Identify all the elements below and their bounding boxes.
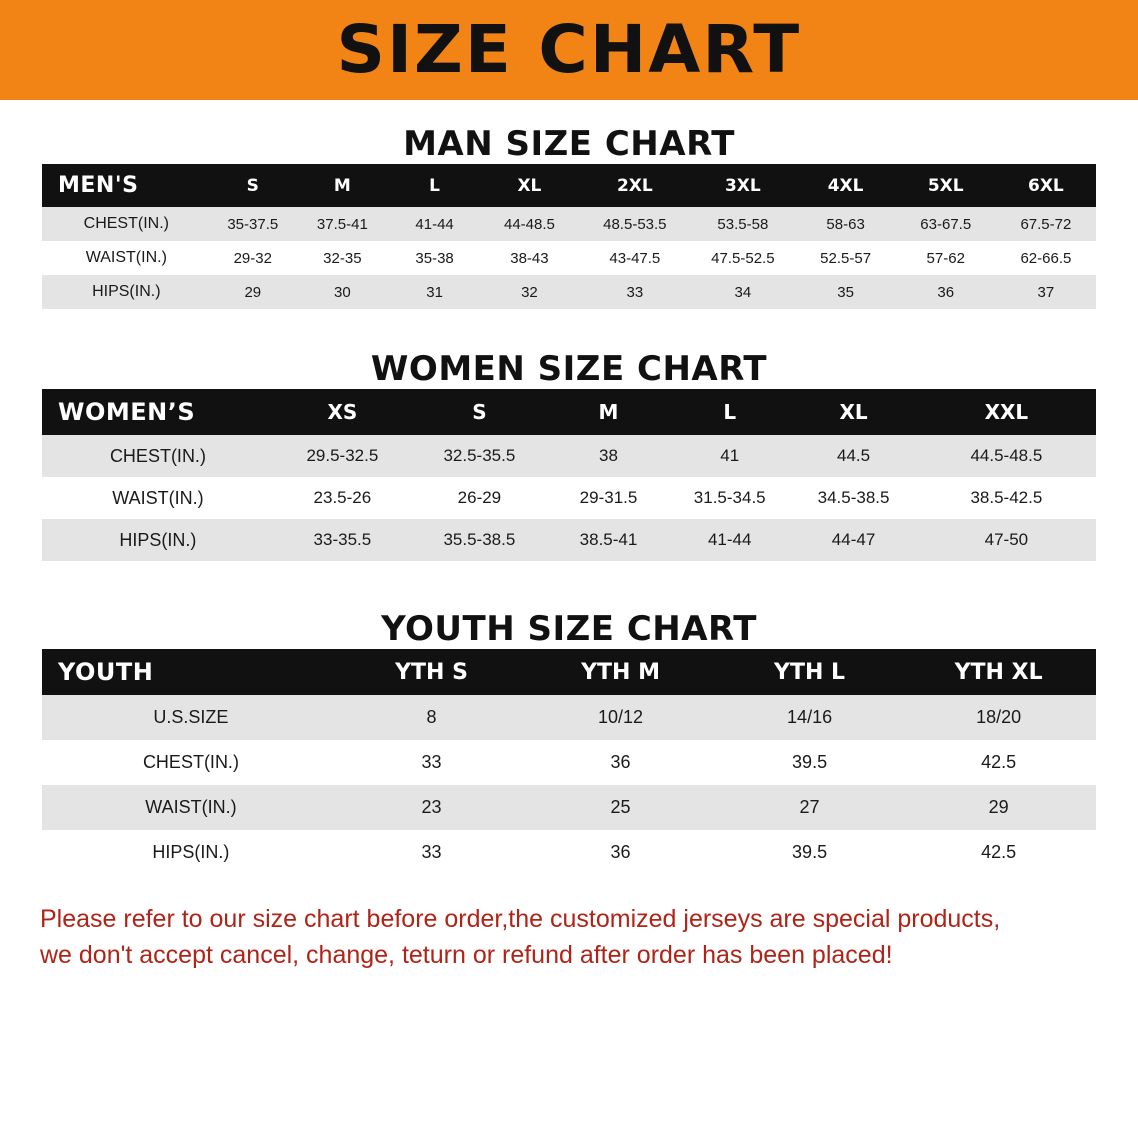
man-table-wrapper: [0, 164, 1138, 309]
youth-header-cell-4: YTH XL: [901, 649, 1096, 695]
man-row-2-cell-1: 30: [295, 275, 390, 309]
youth-row-2-cell-0: 23: [340, 785, 523, 830]
women-header-cell-6: XXL: [917, 389, 1096, 435]
youth-row-2-cell-3: 29: [901, 785, 1096, 830]
women-size-table: [42, 389, 1096, 561]
table-row: [42, 477, 1096, 519]
man-row-2-cell-5: 34: [690, 275, 795, 309]
youth-row-2-cell-1: 25: [523, 785, 718, 830]
man-row-1-cell-2: 35-38: [390, 241, 480, 275]
man-row-0-cell-2: 41-44: [390, 207, 480, 241]
man-row-1-cell-8: 62-66.5: [996, 241, 1096, 275]
policy-note: [0, 901, 1138, 974]
youth-table-header-row: [42, 649, 1096, 695]
man-header-cell-6: 3XL: [690, 164, 795, 207]
youth-row-1-cell-2: 39.5: [718, 740, 901, 785]
youth-row-1-cell-1: 36: [523, 740, 718, 785]
women-row-1-label: WAIST(IN.): [42, 477, 274, 519]
youth-row-3-cell-1: 36: [523, 830, 718, 875]
youth-header-cell-3: YTH L: [718, 649, 901, 695]
table-row: [42, 830, 1096, 875]
youth-row-0-cell-3: 18/20: [901, 695, 1096, 740]
table-row: [42, 207, 1096, 241]
man-row-2-cell-8: 37: [996, 275, 1096, 309]
man-row-2-label: HIPS(IN.): [42, 275, 211, 309]
women-row-0-cell-2: 38: [548, 435, 669, 477]
man-row-0-cell-8: 67.5-72: [996, 207, 1096, 241]
youth-row-3-cell-2: 39.5: [718, 830, 901, 875]
women-row-1-cell-1: 26-29: [411, 477, 548, 519]
women-row-0-cell-4: 44.5: [790, 435, 916, 477]
youth-row-3-label: HIPS(IN.): [42, 830, 340, 875]
man-row-1-cell-3: 38-43: [479, 241, 579, 275]
youth-row-1-label: CHEST(IN.): [42, 740, 340, 785]
youth-row-3-cell-0: 33: [340, 830, 523, 875]
youth-header-cell-2: YTH M: [523, 649, 718, 695]
man-row-0-cell-1: 37.5-41: [295, 207, 390, 241]
man-row-1-cell-7: 57-62: [896, 241, 996, 275]
women-row-0-cell-1: 32.5-35.5: [411, 435, 548, 477]
man-row-1-cell-4: 43-47.5: [580, 241, 691, 275]
man-row-0-cell-7: 63-67.5: [896, 207, 996, 241]
man-header-cell-0: MEN'S: [42, 164, 211, 207]
youth-section-heading: YOUTH SIZE CHART: [381, 609, 757, 649]
man-row-0-cell-0: 35-37.5: [211, 207, 295, 241]
man-header-cell-7: 4XL: [796, 164, 896, 207]
man-size-table: [42, 164, 1096, 309]
women-header-cell-4: L: [669, 389, 790, 435]
youth-row-2-cell-2: 27: [718, 785, 901, 830]
man-row-2-cell-0: 29: [211, 275, 295, 309]
man-header-cell-3: L: [390, 164, 480, 207]
youth-row-0-cell-0: 8: [340, 695, 523, 740]
women-row-2-cell-4: 44-47: [790, 519, 916, 561]
man-row-0-cell-4: 48.5-53.5: [580, 207, 691, 241]
man-row-2-cell-6: 35: [796, 275, 896, 309]
man-row-1-cell-6: 52.5-57: [796, 241, 896, 275]
policy-note-line-2: we don't accept cancel, change, teturn or refund after order has been placed!: [40, 941, 893, 970]
man-row-0-cell-5: 53.5-58: [690, 207, 795, 241]
women-header-cell-0: WOMEN’S: [42, 389, 274, 435]
women-row-1-cell-2: 29-31.5: [548, 477, 669, 519]
man-header-cell-1: S: [211, 164, 295, 207]
women-row-2-cell-2: 38.5-41: [548, 519, 669, 561]
table-row: [42, 275, 1096, 309]
youth-row-1-cell-0: 33: [340, 740, 523, 785]
man-row-0-label: CHEST(IN.): [42, 207, 211, 241]
man-header-cell-2: M: [295, 164, 390, 207]
man-header-cell-8: 5XL: [896, 164, 996, 207]
size-chart-banner: [0, 0, 1138, 100]
women-row-0-cell-3: 41: [669, 435, 790, 477]
women-row-1-cell-0: 23.5-26: [274, 477, 411, 519]
women-row-2-cell-1: 35.5-38.5: [411, 519, 548, 561]
youth-header-cell-1: YTH S: [340, 649, 523, 695]
women-table-wrapper: [0, 389, 1138, 561]
page-title: SIZE CHART: [336, 11, 802, 88]
man-header-cell-5: 2XL: [580, 164, 691, 207]
youth-row-1-cell-3: 42.5: [901, 740, 1096, 785]
women-row-1-cell-4: 34.5-38.5: [790, 477, 916, 519]
women-row-2-cell-5: 47-50: [917, 519, 1096, 561]
man-row-1-cell-1: 32-35: [295, 241, 390, 275]
women-header-cell-1: XS: [274, 389, 411, 435]
youth-row-0-cell-1: 10/12: [523, 695, 718, 740]
man-section-heading: MAN SIZE CHART: [403, 124, 735, 164]
women-header-cell-5: XL: [790, 389, 916, 435]
man-row-2-cell-4: 33: [580, 275, 691, 309]
table-row: [42, 740, 1096, 785]
women-header-cell-2: S: [411, 389, 548, 435]
table-row: [42, 435, 1096, 477]
youth-row-3-cell-3: 42.5: [901, 830, 1096, 875]
women-section-heading: WOMEN SIZE CHART: [370, 349, 768, 389]
man-header-cell-4: XL: [479, 164, 579, 207]
women-header-cell-3: M: [548, 389, 669, 435]
women-row-2-cell-0: 33-35.5: [274, 519, 411, 561]
table-row: [42, 519, 1096, 561]
women-row-1-cell-5: 38.5-42.5: [917, 477, 1096, 519]
women-row-1-cell-3: 31.5-34.5: [669, 477, 790, 519]
women-row-0-cell-5: 44.5-48.5: [917, 435, 1096, 477]
man-row-2-cell-2: 31: [390, 275, 480, 309]
youth-header-cell-0: YOUTH: [42, 649, 340, 695]
man-table-header-row: [42, 164, 1096, 207]
women-table-header-row: [42, 389, 1096, 435]
table-row: [42, 241, 1096, 275]
man-row-1-label: WAIST(IN.): [42, 241, 211, 275]
youth-row-2-label: WAIST(IN.): [42, 785, 340, 830]
man-row-1-cell-5: 47.5-52.5: [690, 241, 795, 275]
table-row: [42, 785, 1096, 830]
youth-row-0-cell-2: 14/16: [718, 695, 901, 740]
women-row-2-label: HIPS(IN.): [42, 519, 274, 561]
man-row-0-cell-6: 58-63: [796, 207, 896, 241]
youth-row-0-label: U.S.SIZE: [42, 695, 340, 740]
man-row-2-cell-3: 32: [479, 275, 579, 309]
man-row-1-cell-0: 29-32: [211, 241, 295, 275]
women-row-0-cell-0: 29.5-32.5: [274, 435, 411, 477]
man-row-0-cell-3: 44-48.5: [479, 207, 579, 241]
youth-size-table: [42, 649, 1096, 875]
man-row-2-cell-7: 36: [896, 275, 996, 309]
policy-note-line-1: Please refer to our size chart before order,the customized jerseys are special products,: [40, 905, 1001, 933]
youth-table-wrapper: [0, 649, 1138, 875]
women-row-0-label: CHEST(IN.): [42, 435, 274, 477]
man-header-cell-9: 6XL: [996, 164, 1096, 207]
table-row: [42, 695, 1096, 740]
women-row-2-cell-3: 41-44: [669, 519, 790, 561]
